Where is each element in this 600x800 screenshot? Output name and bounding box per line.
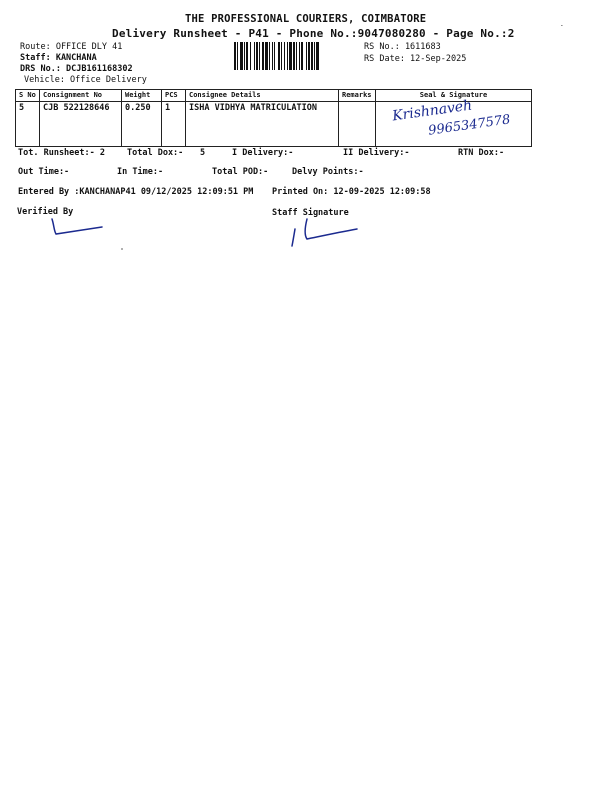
verified-by-signature bbox=[40, 215, 110, 240]
barcode-bar bbox=[237, 42, 238, 70]
cell-pcs: 1 bbox=[162, 102, 186, 147]
barcode-bar bbox=[314, 42, 315, 70]
barcode-bar bbox=[311, 42, 313, 70]
column-header-sno: S No bbox=[16, 90, 40, 102]
cell-remarks bbox=[339, 102, 376, 147]
barcode-bar bbox=[240, 42, 243, 70]
barcode-bar bbox=[284, 42, 285, 70]
column-header-consignment: Consignment No bbox=[40, 90, 122, 102]
cell-consignee: ISHA VIDHYA MATRICULATION bbox=[186, 102, 339, 147]
barcode-bar bbox=[259, 42, 260, 70]
total-pod-label: Total POD:- bbox=[212, 167, 269, 177]
barcode-bar bbox=[265, 42, 268, 70]
barcode-bar bbox=[278, 42, 280, 70]
barcode-bar bbox=[234, 42, 236, 70]
barcode-bar bbox=[254, 42, 255, 70]
barcode-bar bbox=[246, 42, 248, 70]
column-header-consignee: Consignee Details bbox=[186, 90, 339, 102]
corner-mark: - bbox=[560, 22, 564, 29]
barcode-bar bbox=[296, 42, 297, 70]
barcode-bar bbox=[316, 42, 319, 70]
barcode-bar bbox=[301, 42, 303, 70]
company-title: THE PROFESSIONAL COURIERS, COIMBATORE bbox=[185, 13, 427, 25]
in-time-label: In Time:- bbox=[117, 167, 164, 177]
barcode-bar bbox=[281, 42, 282, 70]
staff-signature-label: Staff Signature bbox=[272, 208, 349, 218]
barcode-bar bbox=[256, 42, 258, 70]
column-header-remarks: Remarks bbox=[339, 90, 376, 102]
barcode-bar bbox=[293, 42, 295, 70]
barcode-bar bbox=[306, 42, 307, 70]
barcode-bar bbox=[308, 42, 310, 70]
barcode-bar bbox=[262, 42, 264, 70]
vehicle-label: Vehicle: Office Delivery bbox=[24, 75, 147, 85]
cell-consignment: CJB 522128646 bbox=[40, 102, 122, 147]
cell-sno: 5 bbox=[16, 102, 40, 147]
rs-number: RS No.: 1611683 bbox=[364, 42, 441, 52]
drs-number: DRS No.: DCJB161168302 bbox=[20, 64, 133, 74]
delvy-points-label: Delvy Points:- bbox=[292, 167, 364, 177]
barcode bbox=[234, 42, 360, 70]
barcode-bar bbox=[269, 42, 270, 70]
cell-weight: 0.250 bbox=[122, 102, 162, 147]
runsheet-subtitle: Delivery Runsheet - P41 - Phone No.:9047080280 - Page No.:2 bbox=[112, 27, 515, 40]
tot-runsheet: Tot. Runsheet:- 2 bbox=[18, 148, 105, 158]
column-header-pcs: PCS bbox=[162, 90, 186, 102]
ii-delivery-label: II Delivery:- bbox=[343, 148, 410, 158]
rs-date: RS Date: 12-Sep-2025 bbox=[364, 54, 467, 64]
handwritten-receiver-phone: 9965347578 bbox=[427, 112, 512, 139]
route-label: Route: OFFICE DLY 41 bbox=[20, 42, 123, 52]
column-header-seal-signature: Seal & Signature bbox=[376, 90, 532, 102]
rtn-dox-label: RTN Dox:- bbox=[458, 148, 505, 158]
barcode-bar bbox=[272, 42, 273, 70]
barcode-bar bbox=[299, 42, 300, 70]
i-delivery-label: I Delivery:- bbox=[232, 148, 294, 158]
staff-label: Staff: KANCHANA bbox=[20, 53, 97, 63]
entered-by: Entered By :KANCHANAP41 09/12/2025 12:09:51 PM bbox=[18, 187, 254, 197]
verified-by-label: Verified By bbox=[17, 207, 74, 217]
barcode-bar bbox=[250, 42, 251, 70]
total-dox-value: 5 bbox=[200, 148, 206, 158]
runsheet-table bbox=[15, 89, 532, 147]
staff-signature-mark bbox=[285, 215, 365, 250]
out-time-label: Out Time:- bbox=[18, 167, 70, 177]
barcode-bar bbox=[289, 42, 292, 70]
paper-speck bbox=[121, 248, 123, 250]
barcode-bar bbox=[287, 42, 288, 70]
total-dox-label: Total Dox:- bbox=[127, 148, 184, 158]
column-header-weight: Weight bbox=[122, 90, 162, 102]
barcode-bar bbox=[244, 42, 245, 70]
barcode-bar bbox=[274, 42, 275, 70]
handwritten-receiver-name: Krishnaveh bbox=[391, 97, 474, 125]
printed-on: Printed On: 12-09-2025 12:09:58 bbox=[272, 187, 431, 197]
